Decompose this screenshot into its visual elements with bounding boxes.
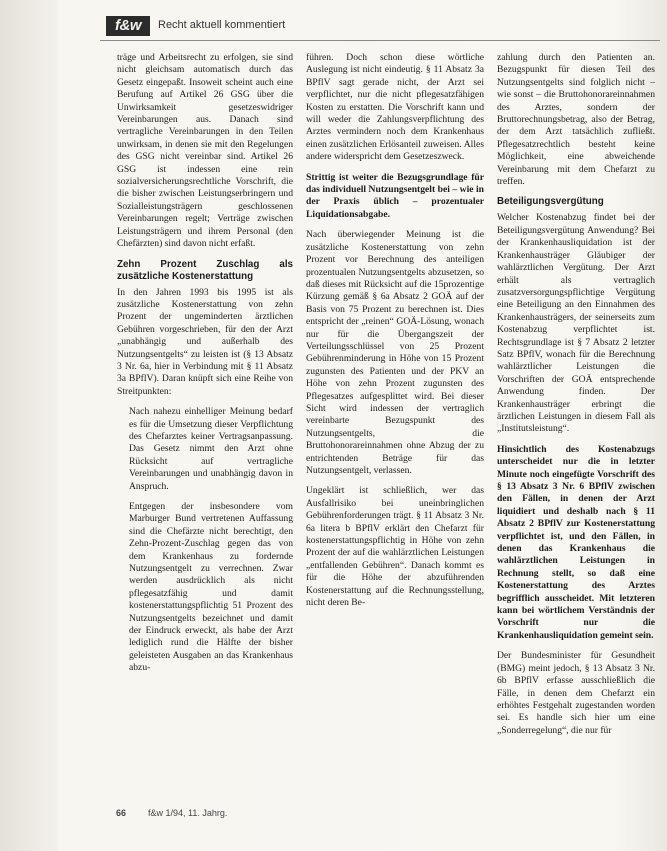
text-column-1 xyxy=(117,52,293,798)
bullet-text: Ungeklärt ist schließlich, wer das Ausfallrisiko bei uneinbringlichen Gebührenforderungen trägt. § 11 Absatz 3 Nr. 6a litera b BPflV erklärt den Chefarzt für kostenerstattungspflichtig in Höhe von zehn Prozent der auf die wahlärztlichen Leistungen „entfallenden Gebühren“. Danach kommt es für die Höhe der abzuführenden Kostenerstattung auf die Rechnungsstellung, nicht deren Be- xyxy=(306,485,484,609)
subheading: Beteiligungsvergütung xyxy=(497,196,604,208)
page-header xyxy=(100,14,660,41)
page-footer xyxy=(100,808,660,822)
paragraph: zahlung durch den Patienten an. Bezugspunkt für diesen Teil des Nutzungsentgelts sind folglich nicht – wie sonst – die Bruttohonorareinnahmen des Arztes, sondern der Bruttorechnungsbetrag, also der Betrag, der dem Arzt tatsächlich zufließt. Pflegesatzrechtlich besteht keine Möglichkeit, eine abweichende Vereinbarung mit dem Chefarzt zu treffen. xyxy=(497,52,655,188)
page-fold-shadow xyxy=(0,0,58,851)
subheading: Zehn Prozent Zuschlag als zusätzliche Kostenerstattung xyxy=(117,258,293,282)
bullet-item xyxy=(306,485,484,609)
paragraph-bold: Hinsichtlich des Kostenabzugs unterscheidet nur die in letzter Minute noch eingefügte Vorschrift des § 13 Absatz 3 Nr. 6 BPflV zwischen den Fällen, in denen der Arzt liquidiert und deshalb nach § 11 Absatz 2 BPflV zur Kostenerstattung verpflichtet ist, und den Fällen, in denen das Krankenhaus die wahlärztlichen Leistungen in Rechnung stellt, so daß eine Kostenerstattung des Arztes begrifflich ausscheidet. Mit letzteren kann bei wörtlichem Verständnis der Vorschrift nur die Krankenhausliquidation gemeint sein. xyxy=(497,443,655,641)
journal-logo: f&w xyxy=(106,16,150,36)
list-item: Entgegen der insbesondere vom Marburger Bund vertretenen Auffassung sind die Chefärzte nicht berechtigt, den Zehn-Prozent-Zuschlag gegen das von dem Krankenhaus zu fordernde Nutzungsentgelt zu verrechnen. Zwar werden ausdrücklich als nicht pflegesatzfähig und damit kostenerstattungspflichtig 51 Prozent des Nutzungsentgelts bezeichnet und damit der Eindruck erweckt, als habe der Arzt lediglich rund die Hälfte der bisher geleisteten Ausgaben an das Krankenhaus abzu- xyxy=(129,501,293,674)
list-item: Nach nahezu einhelliger Meinung bedarf es für die Umsetzung dieser Verpflichtung des Chefarztes keiner Vertragsanpassung. Das Gesetz nimmt den Arzt ohne Rücksicht auf vertragliche Vereinbarungen und unabhängig davon in Anspruch. xyxy=(129,406,293,492)
bullet-item xyxy=(306,172,484,222)
issue-reference: f&w 1/94, 11. Jahrg. xyxy=(148,808,228,818)
bullet-text: Strittig ist weiter die Bezugsgrundlage für das individuell Nutzungsentgelt bei – wie in der Praxis üblich – prozentualer Liquidationsabgabe. xyxy=(306,171,484,220)
paragraph: Welcher Kostenabzug findet bei der Beteiligungsvergütung Anwendung? Bei der Krankenhausliquidation ist der Krankenhausträger Gläubiger der wahlärztlichen Vergütung. Der Arzt erhält als vertraglich zusatzversorgungspflichtige Vergütung eine Beteiligung an den Einnahmen des Krankenhausträgers, der seinerseits zum Kostenabzug verpflichtet ist. Rechtsgrundlage ist § 7 Absatz 2 letzter Satz BPflV, wonach für die Berechnung wahlärztlicher Leistungen die Vorschriften der GOÄ entsprechende Anwendung finden. Der Krankenhausträger erbringt die ärztlichen Leistungen in diesem Fall als „Institutsleistung“. xyxy=(497,212,655,435)
paragraph: träge und Arbeitsrecht zu erfolgen, sie sind nicht gleichsam automatisch durch das Gesetz eingepaßt. Insoweit scheint auch eine Berufung auf Artikel 26 GSG über die Unwirksamkeit gesetzeswidriger Vereinbarungen aus. Danach sind vertragliche Vereinbarungen in den Teilen unwirksam, in denen sie mit den Regelungen des GSG nicht vereinbar sind. Artikel 26 GSG ist indessen eine rein sozialversicherungsrechtliche Vorschrift, die die bisher zwischen Leistungserbringern und Sozialleistungsträgern geschlossenen Vereinbarungen regelt; Verträge zwischen Leistungsträgern und ihrem Personal (den Chefärzten) sind davon nicht erfaßt. xyxy=(117,52,293,250)
page-number: 66 xyxy=(116,808,127,818)
text-column-2 xyxy=(306,52,484,798)
paragraph: führen. Doch schon diese wörtliche Auslegung ist nicht eindeutig. § 11 Absatz 3a BPflV sagt gerade nicht, der Arzt sei verpflichtet, nur die nicht pflegesatzfähigen Kosten zu erstatten. Die Vorschrift kann und will weder die Zahlungsverpflichtung des Arztes vermindern noch dem Krankenhaus einen zusätzlichen Erlösanteil zuweisen. Alles andere widerspricht dem Gesetzeszweck. xyxy=(306,52,484,163)
text-column-3 xyxy=(497,52,655,798)
section-title: Recht aktuell kommentiert xyxy=(158,19,286,31)
paragraph: Nach überwiegender Meinung ist die zusätzliche Kostenerstattung von zehn Prozent vor Berechnung des anteiligen prozentualen Nutzungsentgelts abzusetzen, so daß dieses mit Rücksicht auf die 15prozentige Kürzung gemäß § 6a Absatz 2 GOÄ auf der Basis von 75 Prozent zu berechnen ist. Dies entspricht der „reinen“ GOÄ-Lösung, wonach nur für die Übergangszeit der Verteilungsschlüssel von 25 Prozent Gebührenminderung in Höhe von 15 Prozent zugunsten des Patienten und der PKV an Höhe von zehn Prozent zugunsten des Pflegesatzes aufgesplittet wird. Bei dieser Sicht wird indessen der vertraglich vereinbarte Bezugspunkt des Nutzungsentgelts, die Bruttohonorareinnahmen ohne Abzug der zu entrichtenden Beträge für das Nutzungsentgelt, verlassen. xyxy=(306,229,484,476)
paragraph: Der Bundesminister für Gesundheit (BMG) meint jedoch, § 13 Absatz 3 Nr. 6b BPflV erfasse ausschließlich die Fälle, in denen dem Chefarzt ein erhöhtes Festgehalt zugestanden worden sei. Es handle sich hier um eine „Sonderregelung“, die nur für xyxy=(497,650,655,736)
paragraph: In den Jahren 1993 bis 1995 ist als zusätzliche Kostenerstattung von zehn Prozent der ungeminderten ärztlichen Gebühren vorgeschrieben, für den der Arzt „unabhängig und außerhalb des Nutzungsentgelts“ zu leisten ist (§ 13 Absatz 3 Nr. 6a, hier in Verbindung mit § 11 Absatz 3a BPflV). Daran knüpft sich eine Reihe von Streitpunkten: xyxy=(117,286,293,397)
